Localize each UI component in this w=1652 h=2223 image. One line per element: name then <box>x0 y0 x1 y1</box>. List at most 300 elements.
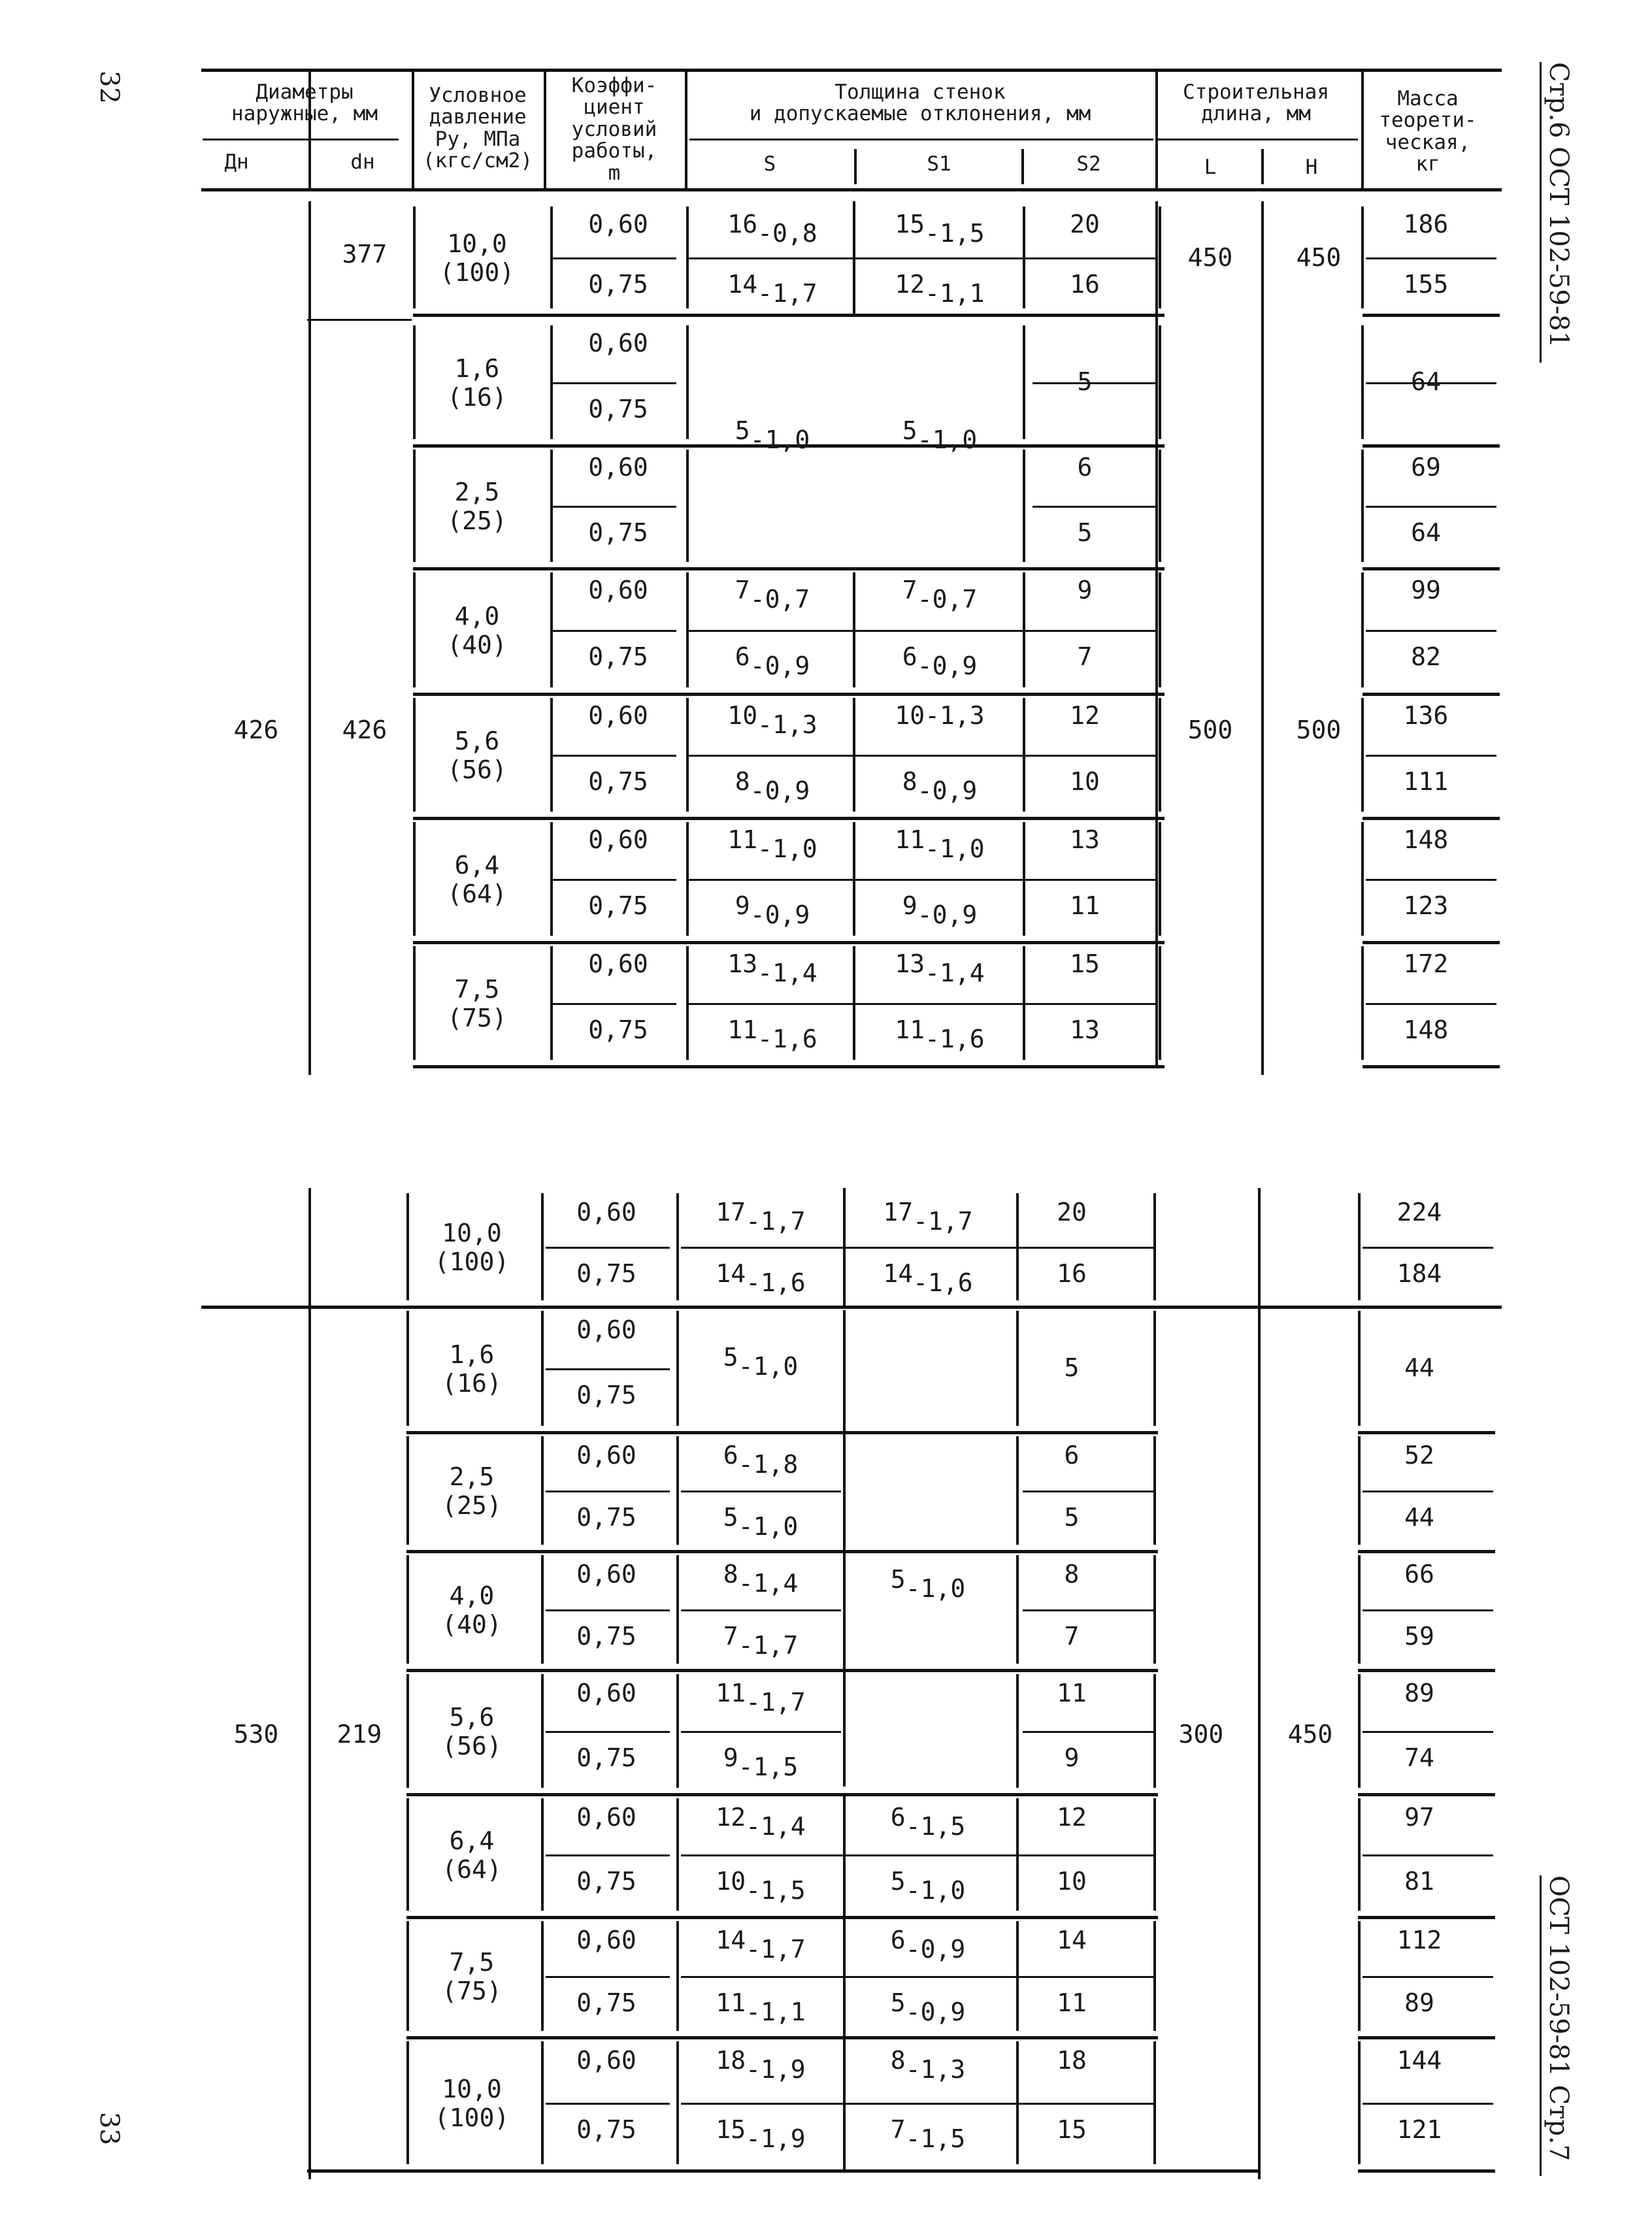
pressure-value: 4,0 <box>449 1581 495 1610</box>
band-rule <box>406 1431 1158 1434</box>
band-rule <box>406 1793 1158 1796</box>
mass-value: 82 <box>1411 642 1441 671</box>
row-divider <box>687 1003 1158 1005</box>
header-pressure: Условное давление Ру, МПа (кгс/см2) <box>423 84 533 173</box>
length-H-value: 450 <box>1296 243 1342 272</box>
thickness-S1-cell-value: 5 <box>890 1867 906 1896</box>
thickness-S2-value: 7 <box>1064 1622 1080 1651</box>
mass-value: 112 <box>1396 1926 1442 1954</box>
mass-value: 81 <box>1404 1867 1434 1896</box>
pressure-kgf-value: (64) <box>442 1855 502 1884</box>
row-divider <box>1363 1609 1493 1611</box>
thickness-S1-cell-value: 17 <box>883 1198 914 1227</box>
header-column-rule <box>412 71 414 188</box>
column-rule <box>1358 1798 1361 1911</box>
header-column-rule <box>1361 71 1364 188</box>
thickness-S1-cell <box>890 1565 966 1603</box>
thickness-S2-value: 13 <box>1070 825 1100 854</box>
thickness-S1-cell-value: 7 <box>902 576 917 604</box>
pressure-value: 2,5 <box>449 1462 495 1491</box>
row-divider <box>681 1731 841 1733</box>
coefficient-value: 0,60 <box>588 949 648 978</box>
column-rule <box>1159 206 1161 308</box>
band-rule <box>413 941 1165 944</box>
row-divider <box>1366 630 1496 632</box>
column-rule <box>413 206 416 308</box>
thickness-S2-value: 11 <box>1070 891 1100 920</box>
mass-value: 59 <box>1404 1622 1434 1651</box>
length-H-value: 450 <box>1287 1720 1333 1749</box>
thickness-S-cell <box>727 949 818 987</box>
row-divider <box>687 257 1158 259</box>
column-rule <box>406 1674 409 1788</box>
column-rule <box>1159 572 1161 687</box>
column-rule <box>1261 201 1264 1075</box>
row-divider <box>552 879 676 881</box>
header-dn: dн <box>350 150 375 174</box>
thickness-S-cell <box>727 1015 818 1053</box>
column-rule <box>1023 325 1025 439</box>
row-divider <box>1366 879 1496 881</box>
thickness-S1-cell-value: 6 <box>890 1926 906 1954</box>
thickness-S2-value: 14 <box>1057 1926 1087 1954</box>
pressure-kgf-value: (56) <box>447 755 507 784</box>
header-column-rule <box>1155 71 1158 188</box>
length-L-value: 500 <box>1187 716 1233 744</box>
thickness-S-cell-value: 14 <box>727 270 758 299</box>
pressure-kgf-value: (40) <box>447 631 507 659</box>
band-rule <box>413 314 1165 317</box>
thickness-S-cell-value: 11 <box>727 825 758 854</box>
thickness-S-cell-deviation: -0,9 <box>750 651 810 680</box>
coefficient-value: 0,75 <box>576 1503 636 1532</box>
pressure-value: 7,5 <box>454 975 500 1004</box>
thickness-S-cell-value: 6 <box>735 642 750 671</box>
mass-value: 89 <box>1404 1988 1434 2017</box>
row-divider <box>687 879 1158 881</box>
band-rule <box>413 567 1165 570</box>
band-rule <box>1358 1916 1495 1919</box>
thickness-S1-cell-value: 7 <box>890 2115 906 2144</box>
header-mass: Масса теорети- ческая, кг <box>1379 87 1477 176</box>
header-S2: S2 <box>1076 152 1101 176</box>
thickness-S2-value: 5 <box>1064 1503 1080 1532</box>
thickness-S-cell <box>727 701 818 739</box>
thickness-S-cell-deviation: -1,3 <box>757 710 818 739</box>
coefficient-value: 0,60 <box>588 453 648 482</box>
coefficient-value: 0,75 <box>576 1988 636 2017</box>
thickness-S-cell-value: 8 <box>735 767 750 796</box>
thickness-S-cell-value: 5 <box>723 1343 738 1372</box>
thickness-S-cell <box>716 1259 806 1297</box>
thickness-S1-cell <box>902 642 978 680</box>
thickness-S2-value: 15 <box>1070 949 1100 978</box>
column-rule <box>686 325 689 439</box>
coefficient-value: 0,75 <box>576 1867 636 1896</box>
coefficient-value: 0,60 <box>576 1441 636 1470</box>
thickness-S1-cell-deviation: -1,5 <box>905 2124 966 2153</box>
row-divider <box>1023 2103 1153 2105</box>
band-rule <box>1358 1793 1495 1796</box>
thickness-S2-value: 9 <box>1077 576 1093 604</box>
thickness-S-cell <box>716 1198 806 1236</box>
band-rule <box>1363 567 1500 570</box>
table-top-rule <box>201 69 1502 72</box>
thickness-S1-cell-deviation: -0,9 <box>917 651 978 680</box>
column-rule <box>1159 946 1161 1060</box>
thickness-S-cell <box>723 1441 799 1479</box>
thickness-S-cell-value: 11 <box>716 1988 746 2017</box>
column-rule <box>1358 1555 1361 1664</box>
thickness-S-cell-value: 5 <box>723 1503 738 1532</box>
header-rule <box>203 139 399 140</box>
thickness-S1-cell-deviation: -0,9 <box>917 776 978 805</box>
thickness-S1-cell <box>902 576 978 614</box>
thickness-S2-value: 15 <box>1057 2115 1087 2144</box>
length-H-value: 500 <box>1296 716 1342 744</box>
row-divider <box>1363 1490 1493 1492</box>
pressure-value: 10,0 <box>447 229 507 258</box>
thickness-S-cell-deviation: -1,9 <box>746 2055 806 2084</box>
column-rule <box>1153 1436 1156 1545</box>
row-divider <box>1023 1731 1153 1733</box>
row-divider <box>1363 1731 1493 1733</box>
length-L-value: 300 <box>1178 1720 1224 1749</box>
mass-value: 52 <box>1404 1441 1434 1470</box>
thickness-S2-value: 20 <box>1057 1198 1087 1227</box>
thickness-S1-cell-value: 12 <box>895 270 925 299</box>
coefficient-value: 0,60 <box>588 329 648 357</box>
column-rule <box>1159 450 1161 562</box>
thickness-S2-value: 13 <box>1070 1015 1100 1044</box>
row-divider <box>1363 1854 1493 1856</box>
thickness-S2-value: 18 <box>1057 2046 1087 2075</box>
thickness-S1-cell <box>883 1259 973 1297</box>
coefficient-value: 0,75 <box>576 2115 636 2144</box>
pressure-kgf-value: (25) <box>447 506 507 535</box>
thickness-S-cell-value: 11 <box>716 1679 746 1707</box>
thickness-S-cell <box>735 416 810 454</box>
thickness-S1-cell <box>890 1988 966 2026</box>
band-rule <box>1358 1431 1495 1434</box>
thickness-S2-value: 7 <box>1077 642 1093 671</box>
thickness-S1-cell <box>902 767 978 805</box>
mass-value: 69 <box>1411 453 1441 482</box>
pressure-kgf-value: (75) <box>442 1977 502 2005</box>
dn-value: 377 <box>342 240 388 269</box>
thickness-S2-value: 6 <box>1077 453 1093 482</box>
margin-rule-top <box>1540 62 1542 363</box>
header-rule <box>689 139 1153 140</box>
thickness-S1-cell-value: 11 <box>895 1015 925 1044</box>
coefficient-value: 0,75 <box>576 1743 636 1772</box>
coefficient-value: 0,60 <box>576 1926 636 1954</box>
thickness-S1-cell-value: 13 <box>895 949 925 978</box>
row-divider <box>687 630 1158 632</box>
thickness-S2-value: 5 <box>1077 367 1093 396</box>
thickness-S1-cell-deviation: -0,9 <box>905 1935 966 1964</box>
thickness-S-cell <box>723 1560 799 1598</box>
header-column-rule <box>854 149 857 184</box>
pressure-kgf-value: (40) <box>442 1610 502 1639</box>
header-S1: S1 <box>927 152 951 176</box>
row-divider <box>1032 506 1157 508</box>
thickness-S1-cell-deviation: -0,7 <box>917 585 978 614</box>
coefficient-value: 0,60 <box>588 825 648 854</box>
thickness-S-cell-value: 13 <box>727 949 758 978</box>
band-rule <box>406 1550 1158 1553</box>
thickness-S-cell-deviation: -1,0 <box>738 1512 799 1541</box>
thickness-S-cell-deviation: -1,6 <box>746 1268 806 1297</box>
thickness-S2-value: 11 <box>1057 1679 1087 1707</box>
coefficient-value: 0,75 <box>588 891 648 920</box>
thickness-S1-cell <box>902 416 978 454</box>
column-rule <box>541 1555 544 1664</box>
column-rule <box>676 1193 679 1300</box>
coefficient-value: 0,60 <box>576 2046 636 2075</box>
thickness-S-cell <box>723 1343 799 1381</box>
coefficient-value: 0,75 <box>576 1622 636 1651</box>
thickness-S1-cell-value: 6 <box>890 1803 906 1832</box>
pressure-kgf-value: (16) <box>447 383 507 412</box>
header-S: S <box>763 152 776 176</box>
column-rule <box>541 1436 544 1545</box>
thickness-S2-value: 5 <box>1077 518 1093 547</box>
thickness-S1-cell-value: 15 <box>895 210 925 239</box>
column-rule <box>541 1193 544 1300</box>
column-rule <box>676 1674 679 1788</box>
band-rule <box>1363 817 1500 820</box>
thickness-S-cell-deviation: -1,0 <box>750 425 810 454</box>
thickness-S-cell-deviation: -0,8 <box>757 219 818 248</box>
thickness-S-cell-deviation: -1,7 <box>746 1688 806 1717</box>
length-L-value: 450 <box>1187 243 1233 272</box>
mass-value: 224 <box>1396 1198 1442 1227</box>
mass-value: 172 <box>1403 949 1449 978</box>
thickness-S1-cell-value: 14 <box>883 1259 914 1288</box>
row-divider <box>552 506 676 508</box>
thickness-S-cell <box>727 825 818 863</box>
thickness-S1-cell-value: 8 <box>902 767 917 796</box>
row-divider <box>1366 506 1496 508</box>
column-rule <box>1159 698 1161 812</box>
column-rule <box>308 1188 311 2179</box>
table-separator-rule <box>201 1306 1502 1309</box>
pressure-value: 7,5 <box>449 1948 495 1977</box>
thickness-S1-cell <box>890 1867 966 1905</box>
header-H: H <box>1305 156 1318 179</box>
thickness-S1-cell-value: 5 <box>890 1988 906 2017</box>
thickness-S-cell-value: 6 <box>723 1441 738 1470</box>
column-rule <box>1358 1193 1361 1300</box>
column-rule <box>1155 314 1158 1065</box>
thickness-S-cell-value: 17 <box>716 1198 746 1227</box>
column-rule <box>1016 1674 1019 1788</box>
row-divider <box>1023 1247 1153 1249</box>
band-rule <box>1363 314 1500 317</box>
pressure-value: 1,6 <box>449 1340 495 1369</box>
thickness-S-cell <box>735 891 810 929</box>
thickness-S-cell-deviation: -1,7 <box>746 1207 806 1236</box>
thickness-S-cell <box>716 1679 806 1717</box>
thickness-S1-cell <box>890 2115 966 2153</box>
pressure-kgf-value: (100) <box>434 2103 510 2132</box>
pressure-value: 10,0 <box>442 1219 502 1247</box>
thickness-S1-cell <box>895 703 984 728</box>
row-divider <box>1366 257 1496 259</box>
header-Dn: Дн <box>224 150 249 174</box>
column-rule <box>686 450 689 562</box>
mass-value: 64 <box>1411 367 1441 396</box>
coefficient-value: 0,75 <box>588 395 648 423</box>
header-length: Строительная длина, мм <box>1183 80 1329 126</box>
coefficient-value: 0,60 <box>576 1198 636 1227</box>
thickness-S-cell-value: 11 <box>727 1015 758 1044</box>
mass-value: 97 <box>1404 1803 1434 1832</box>
row-divider <box>1363 1976 1493 1978</box>
table-bottom-rule <box>307 2169 1258 2173</box>
row-divider <box>1032 382 1157 384</box>
row-divider <box>546 1490 670 1492</box>
thickness-S2-value: 16 <box>1057 1259 1087 1288</box>
column-rule <box>676 1311 679 1426</box>
thickness-S-cell <box>716 2046 806 2084</box>
thickness-S1-cell <box>895 210 985 248</box>
thickness-S2-value: 6 <box>1064 1441 1080 1470</box>
pressure-kgf-value: (56) <box>442 1732 502 1760</box>
pressure-value: 4,0 <box>454 602 500 631</box>
band-rule <box>413 1065 1165 1068</box>
row-divider <box>681 1490 841 1492</box>
pressure-value: 6,4 <box>454 851 500 880</box>
mass-value: 144 <box>1396 2046 1442 2075</box>
row-divider <box>552 257 676 259</box>
column-rule <box>1153 2041 1156 2164</box>
thickness-S1-cell-deviation: -1,0 <box>917 425 978 454</box>
column-rule <box>406 1555 409 1664</box>
thickness-S2-value: 10 <box>1070 767 1100 796</box>
mass-value: 148 <box>1403 825 1449 854</box>
band-rule <box>307 319 412 321</box>
thickness-S2-value: 9 <box>1064 1743 1080 1772</box>
thickness-S-cell-value: 14 <box>716 1259 746 1288</box>
band-rule <box>406 1669 1158 1672</box>
row-divider <box>1023 1976 1153 1978</box>
coefficient-value: 0,60 <box>576 1560 636 1589</box>
row-divider <box>546 1854 670 1856</box>
band-rule <box>1363 444 1500 448</box>
column-rule <box>676 1555 679 1664</box>
coefficient-value: 0,60 <box>588 210 648 239</box>
pressure-value: 5,6 <box>449 1703 495 1732</box>
mass-value: 74 <box>1404 1743 1434 1772</box>
thickness-S-cell-deviation: -1,1 <box>746 1998 806 2026</box>
pressure-value: 10,0 <box>442 2075 502 2103</box>
thickness-S-cell-deviation: -0,9 <box>750 900 810 929</box>
thickness-S1-cell-deviation: -1,5 <box>905 1812 966 1841</box>
band-rule <box>1363 941 1500 944</box>
thickness-S-cell <box>716 1803 806 1841</box>
column-rule <box>413 822 416 936</box>
row-divider <box>1366 755 1496 757</box>
column-rule <box>406 1798 409 1911</box>
dn-value: 219 <box>337 1720 382 1749</box>
header-coefficient: Коэффи- циент условий работы, m <box>571 74 657 185</box>
thickness-S-cell-value: 14 <box>716 1926 746 1954</box>
band-rule <box>406 1916 1158 1919</box>
row-divider <box>1023 1490 1153 1492</box>
thickness-S1-cell-value: 9 <box>902 891 917 920</box>
mass-value: 44 <box>1404 1503 1434 1532</box>
pressure-kgf-value: (25) <box>442 1491 502 1520</box>
thickness-S-cell <box>716 1988 806 2026</box>
header-rule <box>1158 139 1358 140</box>
row-divider <box>1023 1854 1153 1856</box>
column-rule <box>1153 1798 1156 1911</box>
band-rule <box>1363 1065 1500 1068</box>
thickness-S-cell-deviation: -1,4 <box>757 959 818 987</box>
thickness-S1-cell <box>895 949 985 987</box>
thickness-S-cell <box>723 1503 799 1541</box>
header-bottom-rule <box>201 188 1502 191</box>
pressure-kgf-value: (16) <box>442 1369 502 1398</box>
thickness-S-cell-value: 5 <box>735 416 750 445</box>
column-rule <box>1153 1674 1156 1788</box>
thickness-S-cell <box>723 1622 799 1660</box>
row-divider <box>552 382 676 384</box>
thickness-S1-cell-value: 5 <box>902 416 917 445</box>
mass-value: 64 <box>1411 518 1441 547</box>
header-column-rule <box>1261 149 1264 184</box>
row-divider <box>552 630 676 632</box>
coefficient-value: 0,60 <box>576 1315 636 1344</box>
pressure-kgf-value: (100) <box>434 1247 510 1276</box>
column-rule <box>406 1311 409 1426</box>
column-rule <box>1361 822 1364 936</box>
column-rule <box>1361 325 1364 439</box>
pressure-kgf-value: (64) <box>447 880 507 908</box>
column-rule <box>1153 1921 1156 2031</box>
thickness-S1-cell-deviation: -1,1 <box>925 279 985 308</box>
header-column-rule <box>685 71 687 188</box>
margin-heading-bottom: ОСТ 102-59-81 Стр.7 <box>1544 1875 1574 2162</box>
column-rule <box>541 1674 544 1788</box>
column-rule <box>413 450 416 562</box>
column-rule <box>406 1921 409 2031</box>
thickness-S-cell-deviation: -0,9 <box>750 776 810 805</box>
pressure-value: 1,6 <box>454 354 500 383</box>
thickness-S1-cell-value: 10-1,3 <box>895 701 985 730</box>
thickness-S2-value: 16 <box>1070 270 1100 299</box>
column-rule <box>1016 1311 1019 1426</box>
coefficient-value: 0,75 <box>576 1381 636 1409</box>
thickness-S-cell-value: 7 <box>723 1622 738 1651</box>
thickness-S1-cell-deviation: -1,3 <box>905 2055 966 2084</box>
thickness-S-cell-deviation: -1,7 <box>746 1935 806 1964</box>
thickness-S-cell-value: 10 <box>716 1867 746 1896</box>
thickness-S2-value: 8 <box>1064 1560 1080 1589</box>
column-rule <box>1153 1555 1156 1664</box>
mass-value: 66 <box>1404 1560 1434 1589</box>
pressure-value: 2,5 <box>454 478 500 506</box>
thickness-S-cell-deviation: -1,7 <box>757 279 818 308</box>
header-diameters: Диаметры наружные, мм <box>231 80 378 126</box>
column-rule <box>1361 450 1364 562</box>
band-rule <box>1358 1550 1495 1553</box>
row-divider <box>552 1003 676 1005</box>
thickness-S-cell-value: 16 <box>727 210 758 239</box>
row-divider <box>546 1731 670 1733</box>
